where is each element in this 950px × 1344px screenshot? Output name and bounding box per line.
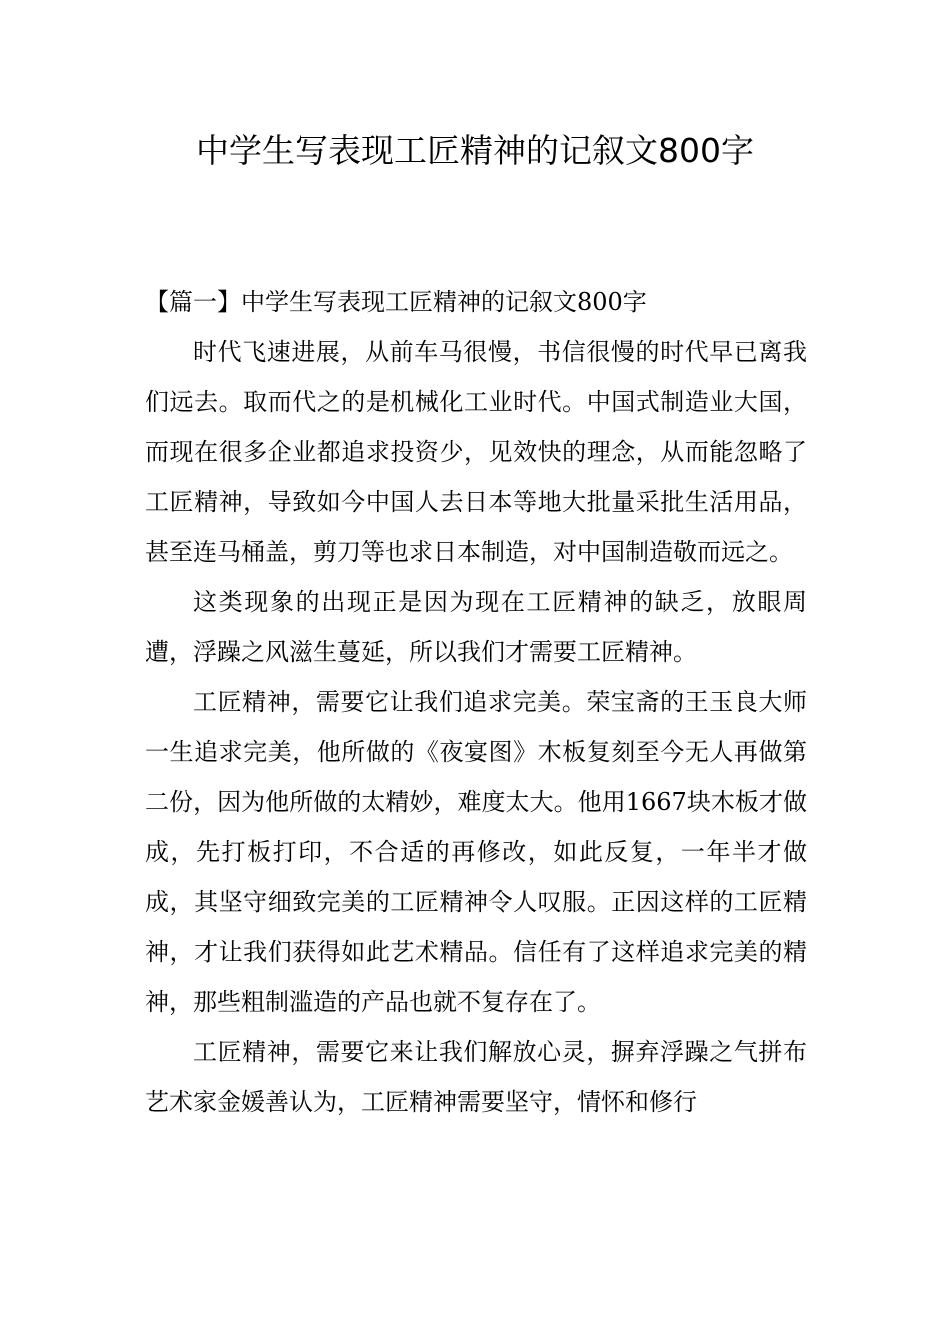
section-heading: 【篇一】中学生写表现工匠精神的记叙文800字 [145,288,647,316]
document-body [145,277,807,1127]
paragraph-2: 这类现象的出现正是因为现在工匠精神的缺乏，放眼周遭，浮躁之风滋生蔓延，所以我们才需要工匠精神。 [145,588,807,666]
paragraph-3: 工匠精神，需要它让我们追求完美。荣宝斋的王玉良大师一生追求完美，他所做的《夜宴图》木板复刻至今无人再做第二份，因为他所做的太精妙，难度太大。他用1667块木板才做成，先打板打印，不合适的再修改，如此反复，一年半才做成，其坚守细致完美的工匠精神令人叹服。正因这样的工匠精神，才让我们获得如此艺术精品。信任有了这样追求完美的精神，那些粗制滥造的产品也就不复存在了。 [145,688,807,1016]
paragraph-1: 时代飞速进展，从前车马很慢，书信很慢的时代早已离我们远去。取而代之的是机械化工业时代。中国式制造业大国，而现在很多企业都追求投资少，见效快的理念，从而能忽略了工匠精神，导致如今中国人去日本等地大批量采批生活用品，甚至连马桶盖，剪刀等也求日本制造，对中国制造敬而远之。 [145,338,807,566]
document-title: 中学生写表现工匠精神的记叙文800字 [196,131,754,170]
paragraph-4: 工匠精神，需要它来让我们解放心灵，摒弃浮躁之气拼布艺术家金媛善认为，工匠精神需要坚守，情怀和修行 [145,1038,807,1116]
